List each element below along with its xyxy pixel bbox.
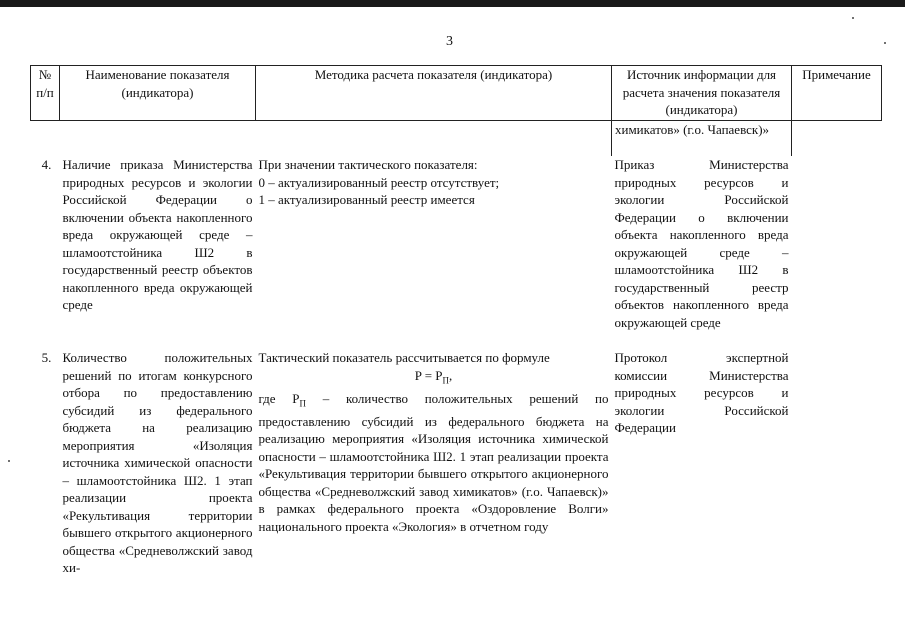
table-header-row: [31, 66, 882, 121]
continued-source-cell: химикатов» (г.о. Чапаевск)»: [612, 120, 792, 156]
indicator-name-cell: Количество положительных решений по итогам конкурсного отбора по предоставлению субсидий из федерального бюджета на реализацию мероприятия «Изоляция источника химической опасности – шламоотстойника Ш2. 1 этап реализации проекта «Рекультивация территории бывшего открытого акционерного общества «Средневолжский завод хи-: [62, 350, 253, 575]
note-cell: [792, 156, 882, 349]
method-formula: $P = P_П$,: [414, 367, 453, 386]
method-line: 1 – актуализированный реестр имеется: [258, 192, 475, 207]
header-method: Методика расчета показателя (индикатора): [256, 66, 612, 121]
header-note: Примечание: [792, 66, 882, 121]
indicator-name-cell: Наличие приказа Министерства природных ресурсов и экологии Российской Федерации о включении объекта накопленного вреда окружающей среде – шламоотстойника Ш2 в государственный реестр объектов накопленного вреда окружающей среде: [62, 157, 253, 312]
table-row: [31, 156, 882, 349]
table-row-continuation: [31, 120, 882, 156]
note-cell: [792, 349, 882, 577]
top-scan-border: [0, 0, 905, 7]
row-number: 4.: [41, 157, 52, 172]
row-number: 5.: [41, 350, 52, 365]
header-name: Наименование показателя (индикатора): [60, 66, 256, 121]
method-line: 0 – актуализированный реестр отсутствует;: [258, 174, 500, 190]
scan-speck: [8, 460, 10, 462]
source-cell: Приказ Министерства природных ресурсов и экологии Российской Федерации о включении объекта накопленного вреда окружающей среде – шламоотстойника Ш2 в государственный реестр объектов накопленного вреда окружающей среде: [614, 157, 789, 330]
method-definition: где $P_П$ – количество положительных решений по предоставлению субсидий из федерального бюджета на реализацию мероприятия «Изоляция источника химической опасности – шламоотстойника Ш2. 1 этап реализации проекта «Рекультивация территории бывшего открытого акционерного общества «Средневолжский завод химикатов» (г.о. Чапаевск)» в рамках федерального проекта «Оздоровление Волги» национального проекта «Экология» в отчетном году: [258, 390, 609, 534]
scan-speck: [884, 42, 886, 44]
page-number: 3: [446, 34, 453, 49]
table-row: [31, 349, 882, 577]
method-intro: Тактический показатель рассчитывается по формуле: [258, 350, 550, 365]
method-cell: [256, 349, 612, 577]
method-cell: [256, 156, 612, 349]
header-source: Источник информации для расчета значения показателя (индикатора): [612, 66, 792, 121]
header-num: № п/п: [31, 66, 60, 121]
source-cell: Протокол экспертной комиссии Министерства природных ресурсов и экологии Российской Федерации: [614, 350, 789, 435]
method-line: При значении тактического показателя:: [258, 157, 478, 172]
scan-speck: [852, 17, 854, 19]
indicator-table: [30, 65, 882, 577]
